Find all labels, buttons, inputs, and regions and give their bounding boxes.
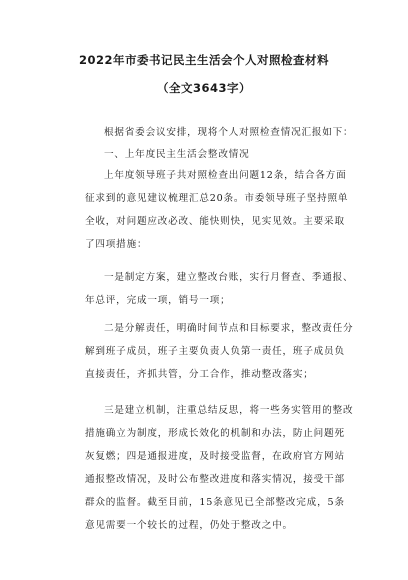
summary-paragraph: 上年度领导班子共对照检查出问题12条，结合各方面征求到的意见建议梳理汇总20条。市委领导班子坚持照单全收，对问题应改必改、能快则快，见实见效。主要采取了四项措施： <box>85 170 349 250</box>
measure-three-four-paragraph: 三是建立机制，注重总结反思，将一些务实管用的整改措施确立为制度，形成长效化的机制和办法，防止问题死灰复燃；四是通报进度，及时接受监督，在政府官方网站通报整改情况，及时公布整改进度和落实情况，接受干部群众的监督。截至目前，15条意见已全部整改完成，5条意见需要一个较长的过程，仍处于整改之中。 <box>85 405 354 531</box>
document-title: 2022年市委书记民主生活会个人对照检查材料 <box>78 53 329 67</box>
section-heading: 一、上年度民主生活会整改情况 <box>104 149 250 160</box>
measure-one-paragraph: 一是制定方案，建立整改台账，实行月督查、季通报、年总评，完成一项，销号一项； <box>85 272 354 306</box>
intro-paragraph: 根据省委会议安排，现将个人对照检查情况汇报如下： <box>104 127 354 138</box>
measure-two-paragraph: 二是分解责任，明确时间节点和目标要求，整改责任分解到班子成员，班子主要负责人负第一责任，班子成员负直接责任，齐抓共管，分工合作，推动整改落实； <box>85 323 354 380</box>
document-subtitle: （全文3643字） <box>156 81 251 95</box>
